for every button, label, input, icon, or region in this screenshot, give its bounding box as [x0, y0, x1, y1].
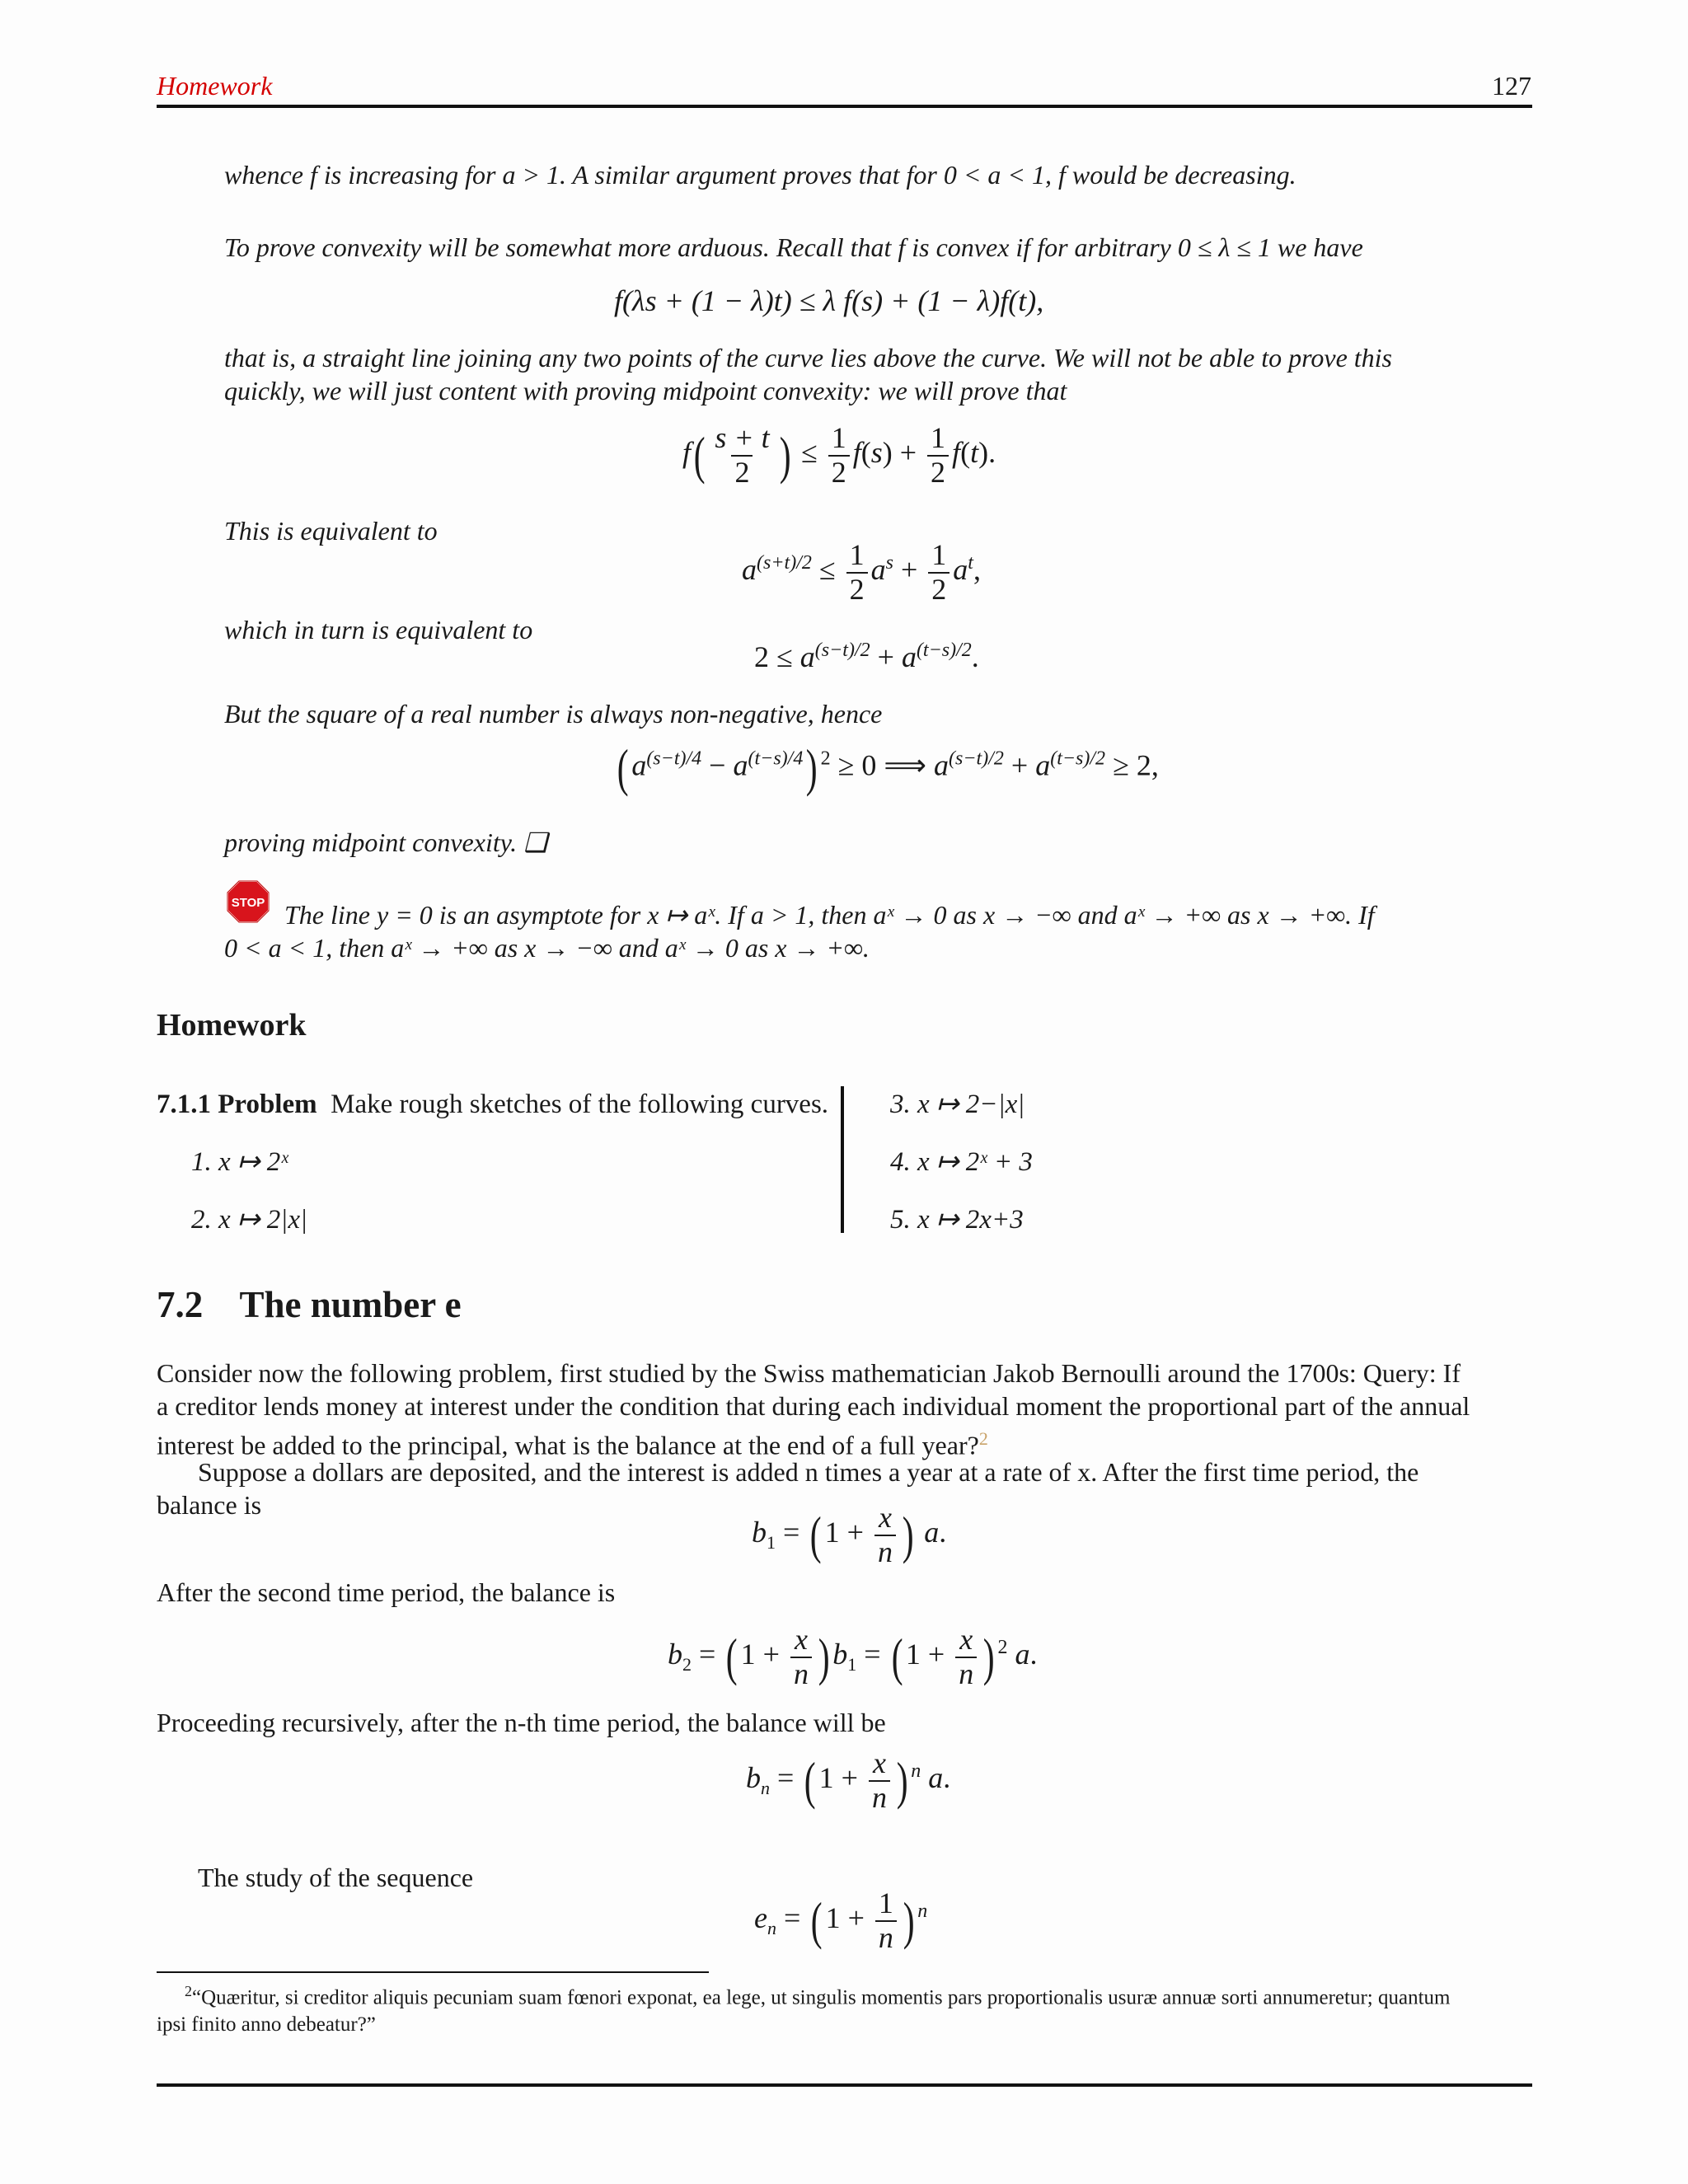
problem-item-2: 2. x ↦ 2|x| — [191, 1205, 308, 1235]
proof-line-1: whence f is increasing for a > 1. A similar argument proves that for 0 < a < 1, f would be decreasing. — [224, 160, 1296, 190]
problem-statement — [157, 1088, 841, 1121]
para1-line-3-text: interest be added to the principal, what is the balance at the end of a full year? — [157, 1430, 979, 1460]
equation-convexity: f(λs + (1 − λ)t) ≤ λ f(s) + (1 − λ)f(t), — [614, 284, 1044, 317]
equation-two-leq: $2 \le a^{(s-t)/2} + a^{(t-s)/2}$. — [754, 640, 979, 673]
equation-square: ( $a^{(s-t)/4} - a^{(t-s)/4}$) $^2$ ≥ 0 ⟹ $a^{(s-t)/2} + a^{(t-s)/2} \ge 2$, — [617, 738, 1159, 797]
equation-b1: $b_1$ = ( 1 + $\frac{x}{n}$ ) a. — [752, 1501, 947, 1568]
proof-line-6: which in turn is equivalent to — [224, 615, 533, 644]
para1-line-1: Consider now the following problem, first studied by the Swiss mathematician Jakob Bernoulli around the 1700s: Query: If — [157, 1358, 1461, 1388]
problem-right-column — [890, 1088, 1385, 1261]
problem-divider — [841, 1086, 844, 1233]
equation-bn: $b_n$ = ( 1 + $\frac{x}{n}$ ) $^n$ a. — [746, 1746, 951, 1814]
problem-number: 7.1.1 Problem — [157, 1090, 317, 1119]
equation-b2: $b_2$ = ( 1 + $\frac{x}{n}$ ) $b_1$ = ( 1 + $\frac{x}{n}$ ) $^2$ a. — [668, 1623, 1038, 1690]
para2-line-2: balance is — [157, 1490, 262, 1520]
section-heading — [157, 1283, 462, 1326]
proof-line-4: quickly, we will just content with proving midpoint convexity: we will prove that — [224, 376, 1067, 405]
section-number: 7.2 — [157, 1284, 204, 1325]
para2-line-1: Suppose a dollars are deposited, and the interest is added n times a year at a rate of x. After the first time period, the — [198, 1457, 1419, 1487]
stop-sign-icon — [227, 880, 270, 923]
note-line-2: 0 < a < 1, then aˣ → +∞ as x → −∞ and aˣ → 0 as x → +∞. — [224, 933, 870, 963]
proof-line-2: To prove convexity will be somewhat more arduous. Recall that f is convex if for arbitrary 0 ≤ λ ≤ 1 we have — [224, 232, 1363, 262]
problem-item-1: 1. x ↦ 2ˣ — [191, 1147, 288, 1177]
footnote-ref[interactable]: 2 — [978, 1428, 988, 1449]
problem-item-5: 5. x ↦ 2x+3 — [890, 1205, 1024, 1235]
recursive-text: Proceeding recursively, after the n-th time period, the balance will be — [157, 1708, 886, 1737]
equation-midpoint: f( $\frac{s + t}{2}$ ) ≤ $\frac{1}{2}$ f(s) + $\frac{1}{2}$ f(t). — [682, 421, 996, 489]
equation-en: $e_n$ = ( 1 + $\frac{1}{n}$ ) $^n$ — [754, 1886, 928, 1954]
proof-line-3: that is, a straight line joining any two points of the curve lies above the curve. We will not be able to prove this — [224, 343, 1392, 373]
problem-text: Make rough sketches of the following curves. — [331, 1090, 829, 1119]
footnote — [157, 1978, 1532, 2038]
after-second-text: After the second time period, the balance is — [157, 1577, 616, 1607]
page-number: 127 — [1492, 71, 1531, 101]
footnote-line-1 — [157, 1978, 1532, 2011]
note-line-1: The line y = 0 is an asymptote for x ↦ aˣ. If a > 1, then aˣ → 0 as x → −∞ and aˣ → +∞ as x → +∞. If — [284, 900, 1375, 930]
header-rule — [157, 105, 1532, 108]
footnote-rule — [157, 1971, 709, 1973]
proof-end: proving midpoint convexity. ❑ — [224, 827, 547, 857]
homework-heading: Homework — [157, 1008, 307, 1043]
problem-item-4: 4. x ↦ 2ˣ + 3 — [890, 1147, 1033, 1177]
stop-sign-label: STOP — [231, 896, 265, 910]
footnote-text-1: “Quæritur, si creditor aliquis pecuniam suam fœnori exponat, ea lege, ut singulis momentis pars proportionalis usuræ annuæ sorti annumeretur; quantum — [192, 1986, 1451, 2009]
problem-item-3: 3. x ↦ 2−|x| — [890, 1090, 1025, 1119]
problem-left-column — [157, 1088, 841, 1261]
bottom-rule — [157, 2083, 1532, 2087]
proof-line-5: This is equivalent to — [224, 516, 438, 546]
running-head: Homework — [157, 71, 273, 101]
section-title: The number e — [239, 1284, 462, 1325]
equation-equivalent: $a^{(s+t)/2}$ ≤ $\frac{1}{2}$ $a^s$ + $\frac{1}{2}$ $a^t$, — [742, 538, 981, 606]
para1-line-2: a creditor lends money at interest under the condition that during each individual moment the proportional part of the annual — [157, 1391, 1470, 1421]
footnote-marker: 2 — [185, 1983, 192, 1999]
footnote-line-2: ipsi finito anno debeatur?” — [157, 2013, 376, 2036]
study-text: The study of the sequence — [198, 1863, 474, 1892]
proof-line-7: But the square of a real number is always non-negative, hence — [224, 699, 883, 729]
